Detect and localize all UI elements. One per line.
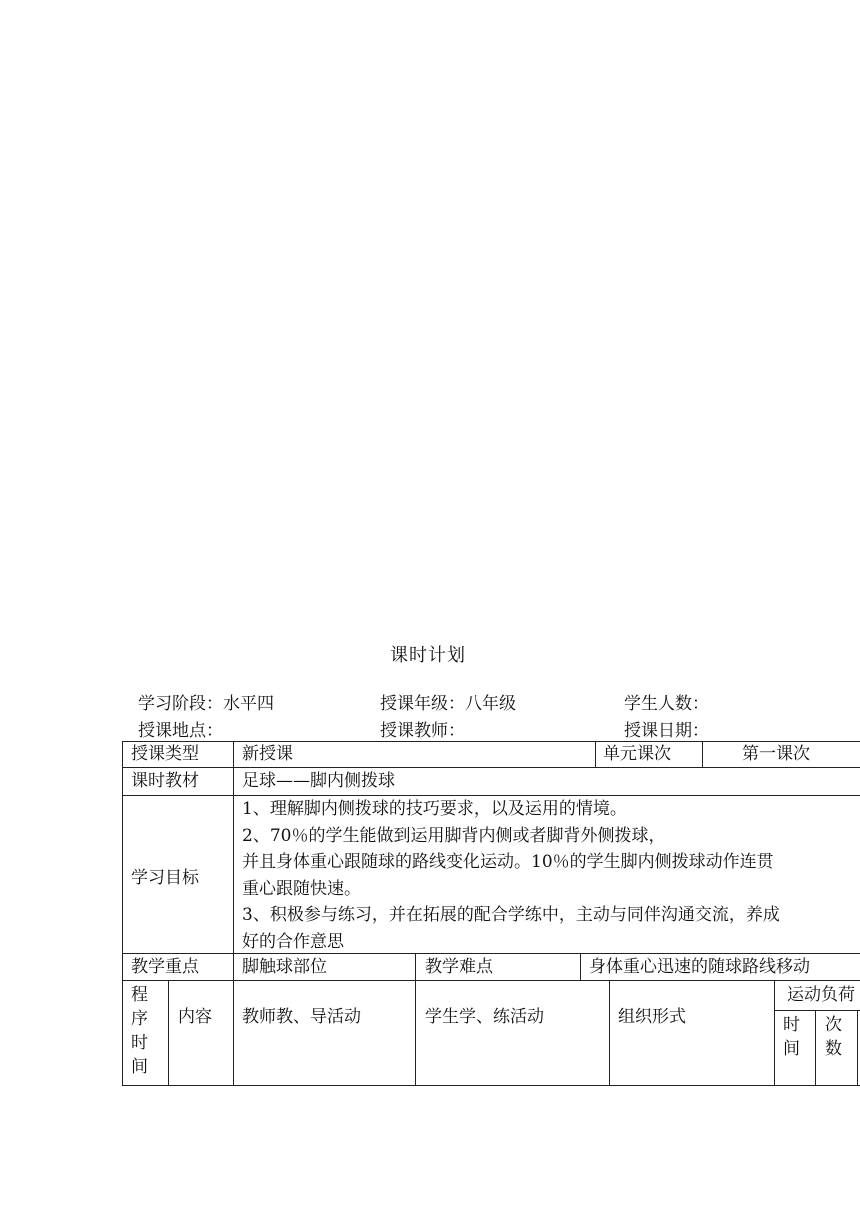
- goal-line: 并且身体重心跟随球的路线变化运动。10％的学生脚内侧拨球动作连贯: [242, 852, 774, 872]
- grade-field: [380, 689, 516, 714]
- load-header: 运动负荷: [787, 985, 855, 1005]
- table-rule: [774, 980, 775, 1086]
- table-rule: [857, 1010, 858, 1086]
- focus-label: 教学重点: [131, 957, 199, 977]
- table-rule: [233, 741, 234, 1086]
- unit-lesson-label: 单元课次: [603, 744, 671, 764]
- table-rule: [774, 1010, 860, 1011]
- focus-value: 脚触球部位: [242, 957, 327, 977]
- grade-value: 八年级: [465, 694, 516, 714]
- table-rule: [595, 741, 596, 768]
- table-rule: [609, 980, 610, 1086]
- document-title: 课时计划: [390, 645, 466, 666]
- table-rule: [168, 980, 169, 1086]
- student-activity-header: 学生学、练活动: [425, 1007, 544, 1027]
- goal-line: 2、70％的学生能做到运用脚背内侧或者脚背外侧拨球，: [242, 825, 666, 846]
- load-time-header: 时 间: [783, 1015, 800, 1059]
- teacher-label: 授课教师：: [380, 721, 465, 741]
- students-field: [624, 689, 709, 714]
- teacher-field: [380, 716, 465, 741]
- content-header: 内容: [178, 1007, 212, 1027]
- place-field: [138, 716, 223, 741]
- place-label: 授课地点：: [138, 721, 223, 741]
- load-count-header: 次 数: [825, 1015, 842, 1059]
- stage-label: 学习阶段：: [138, 694, 223, 714]
- goal-line: 1、理解脚内侧拨球的技巧要求，以及运用的情境。: [242, 799, 627, 819]
- goal-line: 好的合作意思: [242, 931, 344, 952]
- goal-line: 重心跟随快速。: [242, 878, 361, 899]
- lesson-plan-table: [122, 741, 860, 1086]
- table-rule: [122, 741, 123, 1086]
- material-label: 课时教材: [131, 771, 199, 791]
- difficulty-value: 身体重心迅速的随球路线移动: [589, 957, 810, 977]
- table-rule: [815, 1010, 816, 1086]
- date-field: [624, 716, 709, 741]
- date-label: 授课日期：: [624, 721, 709, 741]
- stage-value: 水平四: [223, 694, 274, 714]
- unit-lesson-value: 第一课次: [742, 744, 810, 764]
- difficulty-label: 教学难点: [425, 957, 493, 977]
- grade-label: 授课年级：: [380, 694, 465, 714]
- teacher-activity-header: 教师教、导活动: [242, 1007, 361, 1027]
- table-rule: [702, 741, 703, 768]
- table-rule: [580, 953, 581, 981]
- goals-label: 学习目标: [131, 868, 199, 888]
- lesson-type-label: 授课类型: [131, 744, 199, 764]
- organization-header: 组织形式: [618, 1007, 686, 1027]
- lesson-type-value: 新授课: [242, 744, 293, 764]
- stage-field: [138, 689, 274, 714]
- goals-list: [242, 796, 780, 955]
- students-label: 学生人数：: [624, 694, 709, 714]
- material-value: 足球——脚内侧拨球: [242, 771, 395, 791]
- table-rule: [415, 953, 416, 1086]
- goal-line: 3、积极参与练习，并在拓展的配合学练中，主动与同伴沟通交流，养成: [242, 905, 780, 925]
- procedure-time-header: 程 序 时 间: [131, 985, 148, 1077]
